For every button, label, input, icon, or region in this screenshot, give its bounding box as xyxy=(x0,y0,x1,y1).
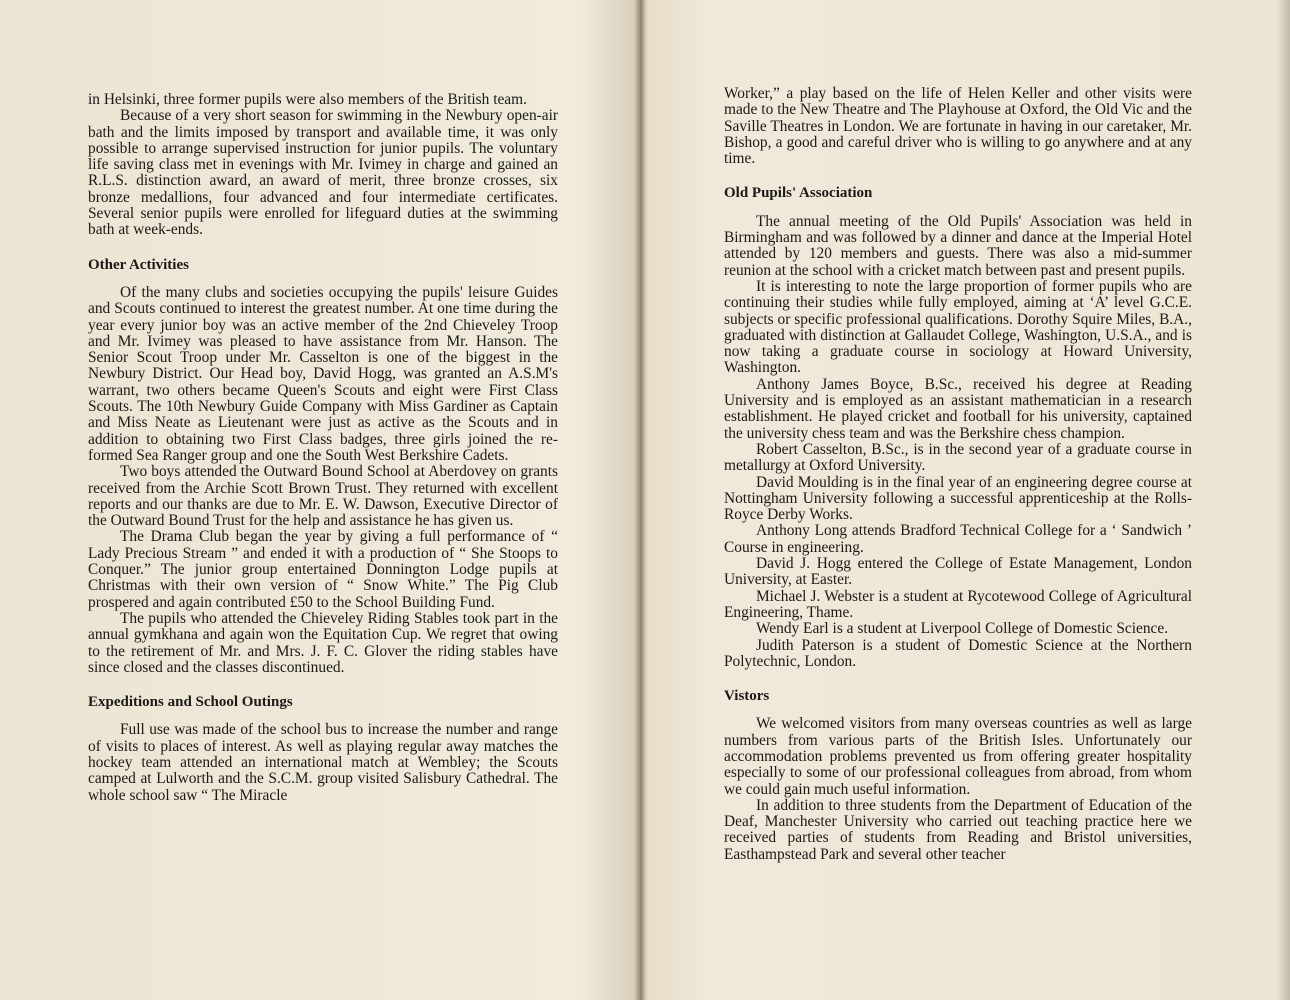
old-pupils-paragraph: Wendy Earl is a student at Liverpool College of Domestic Science. xyxy=(756,620,1169,638)
other-activities-paragraph: The pupils who attended the Chieveley Riding Stables took part in the annual gymkhana and again won the Equitation Cup. We regret that owing to the retirement of Mr. and Mrs. J. F. C. Glover the riding stables have since closed and the classes discontinued. xyxy=(88,609,558,676)
right-column xyxy=(724,86,1192,863)
right-intro-paragraph: Worker,” a play based on the life of Helen Keller and other visits were made to the New Theatre and The Playhouse at Oxford, the Old Vic and the Saville Theatres in London. We are fortunate in having in our caretaker, Mr. Bishop, a good and careful driver who is willing to go anywhere and at any time. xyxy=(724,85,1192,168)
visitors-paragraph: We welcomed visitors from many overseas countries as well as large numbers from various parts of the British Isles. Unfortunately our accommodation problems prevented us from offering greater hospitality especially to some of our professional colleagues from abroad, from whom we could gain much useful information. xyxy=(724,715,1192,798)
old-pupils-paragraph: Judith Paterson is a student of Domestic Science at the Northern Polytechnic, London. xyxy=(724,636,1192,670)
other-activities-paragraph: Two boys attended the Outward Bound School at Aberdovey on grants received from the Archie Scott Brown Trust. They returned with excellent reports and our thanks are due to Mr. E. W. Dawson, Executive Director of the Outward Bound Trust for the help and assistance he has given us. xyxy=(88,463,558,530)
visitors-paragraph: In addition to three students from the Department of Education of the Deaf, Manchester University who carried out teaching practice here we received parties of students from Reading and Bristol universities, Easthampstead Park and several other teacher xyxy=(724,796,1192,863)
swimming-paragraph: Because of a very short season for swimming in the Newbury open-air bath and the limits imposed by transport and available time, it was only possible to arrange supervised instruction for junior pupils. The voluntary life saving class met in evenings with Mr. Ivimey in charge and gained an R.L.S. distinction award, an award of merit, three bronze crosses, six bronze medallions, four advanced and four intermediate certificates. Several senior pupils were enrolled for lifeguard duties at the swimming bath at week-ends. xyxy=(88,107,558,239)
left-page xyxy=(0,0,640,1000)
old-pupils-paragraph: It is interesting to note the large proportion of former pupils who are continuing their studies while fully employed, aiming at ‘A’ level G.C.E. subjects or specific professional qualifications. Dorothy Squire Miles, B.A., graduated with distinction at Gallaudet College, Washington, U.S.A., and is now taking a graduate course in sociology at Howard University, Washington. xyxy=(724,277,1192,377)
other-activities-paragraph: Of the many clubs and societies occupying the pupils' leisure Guides and Scouts continued to interest the greatest number. At one time during the year every junior boy was an active member of the 2nd Chieveley Troop and Mr. Ivimey was pleased to have assistance from Mr. Hanson. The Senior Scout Troop under Mr. Casselton is one of the biggest in the Newbury District. Our Head boy, David Hogg, was granted an A.S.M's warrant, two others became Queen's Scouts and eight were First Class Scouts. The 10th Newbury Guide Company with Miss Gardiner as Captain and Miss Neate as Lieutenant were just as active as the Scouts and in addition to obtaining two First Class badges, three girls joined the re-formed Sea Ranger group and one the South West Berkshire Cadets. xyxy=(88,283,558,464)
expeditions-paragraph: Full use was made of the school bus to increase the number and range of visits to places of interest. As well as playing regular away matches the hockey team attended an international match at Wembley; the Scouts camped at Lulworth and the S.C.M. group visited Salisbury Cathedral. The whole school saw “ The Miracle xyxy=(88,721,558,804)
left-column xyxy=(88,92,558,804)
old-pupils-paragraph: David J. Hogg entered the College of Estate Management, London University, at Easter. xyxy=(724,555,1192,589)
old-pupils-paragraph: Anthony Long attends Bradford Technical College for a ‘ Sandwich ’ Course in engineering. xyxy=(724,522,1192,556)
other-activities-paragraph: The Drama Club began the year by giving a full performance of “ Lady Precious Stream ” and ended it with a production of “ She Stoops to Conquer.” The junior group entertained Donnington Lodge pupils at Christmas with their own version of “ Snow White.” The Pig Club prospered and again contributed £50 to the School Building Fund. xyxy=(88,528,558,611)
old-pupils-paragraph: Anthony James Boyce, B.Sc., received his degree at Reading University and is employed as an assistant mathematician in a research establishment. He played cricket and football for his university, captained the university chess team and was the Berkshire chess champion. xyxy=(724,375,1192,442)
visitors-heading: Vistors xyxy=(724,688,770,705)
left-intro-paragraph: in Helsinki, three former pupils were also members of the British team. xyxy=(88,91,527,108)
old-pupils-paragraph: Robert Casselton, B.Sc., is in the second year of a graduate course in metallurgy at Oxford University. xyxy=(724,440,1192,475)
expeditions-heading: Expeditions and School Outings xyxy=(88,694,293,711)
old-pupils-paragraph: Michael J. Webster is a student at Rycotewood College of Agricultural Engineering, Thame. xyxy=(724,587,1192,621)
other-activities-heading: Other Activities xyxy=(88,256,189,273)
page-edge-shadow xyxy=(1276,0,1290,1000)
right-page xyxy=(642,0,1290,1000)
old-pupils-paragraph: The annual meeting of the Old Pupils' Association was held in Birmingham and was followed by a dinner and dance at the Imperial Hotel attended by 120 members and guests. There was also a mid-summer reunion at the school with a cricket match between past and present pupils. xyxy=(724,212,1192,279)
old-pupils-paragraph: David Moulding is in the final year of an engineering degree course at Nottingham University following a successful apprenticeship at the Rolls-Royce Derby Works. xyxy=(724,473,1192,524)
old-pupils-heading: Old Pupils' Association xyxy=(724,185,873,202)
